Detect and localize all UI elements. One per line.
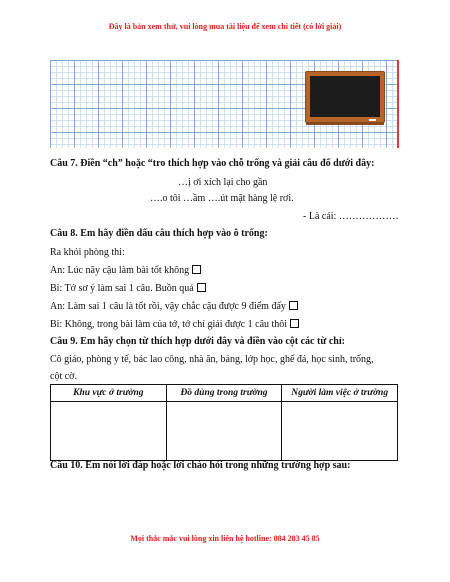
column-header-school-area: Khu vực ở trường bbox=[51, 385, 167, 402]
q8-dialogue-line: An: Làm sai 1 câu là tốt rồi, vậy chắc cậu được 9 điểm đấy bbox=[50, 300, 298, 313]
q7-title: Câu 7. Điền “ch” hoặc “tro thích hợp vào chỗ trống và giải câu đố dưới đây: bbox=[50, 158, 375, 169]
q8-intro: Ra khỏi phòng thi: bbox=[50, 247, 125, 258]
q8-dialogue-line: Bi: Tớ sơ ý làm sai 1 câu. Buồn quá bbox=[50, 282, 206, 295]
q8-dialogue-line: An: Lúc nãy cậu làm bài tốt không bbox=[50, 264, 201, 277]
q8-title: Câu 8. Em hãy điền dấu câu thích hợp vào ô trống: bbox=[50, 228, 268, 239]
blackboard-image bbox=[306, 72, 384, 122]
q9-title: Câu 9. Em hãy chọn từ thích hợp dưới đây và điền vào cột các từ chỉ: bbox=[50, 336, 345, 347]
answer-cell-school-area[interactable] bbox=[51, 402, 167, 461]
q8-dialogue-line: Bi: Không, trong bài làm của tớ, tớ chỉ giải được 1 câu thôi bbox=[50, 318, 299, 331]
column-header-school-staff: Người làm việc ở trường bbox=[282, 385, 398, 402]
q7-answer-blank: - Là cái: ……………… bbox=[303, 211, 399, 222]
punctuation-box[interactable] bbox=[290, 319, 299, 328]
punctuation-box[interactable] bbox=[197, 283, 206, 292]
q10-title: Câu 10. Em nói lời đáp hoặc lời chào hỏi trong những trường hợp sau: bbox=[50, 460, 351, 471]
q9-word-list-continued: cột cờ. bbox=[50, 371, 77, 382]
punctuation-box[interactable] bbox=[192, 265, 201, 274]
hotline-notice: Mọi thắc mắc vui lòng xin liên hệ hotline: 084 283 45 85 bbox=[130, 534, 320, 543]
q7-riddle-line-2: ….o tôi …ầm ….út mặt hàng lệ rơi. bbox=[150, 193, 294, 204]
grid-margin-line bbox=[397, 60, 399, 148]
q9-word-list: Cô giáo, phòng y tế, bác lao công, nhà ăn, bảng, lớp học, ghế đá, học sinh, trống, bbox=[50, 354, 374, 365]
preview-notice: Đây là bản xem thử, vui lòng mua tài liệu để xem chi tiết (có lời giải) bbox=[108, 22, 342, 31]
punctuation-box[interactable] bbox=[289, 301, 298, 310]
word-classification-table bbox=[50, 384, 398, 461]
column-header-school-items: Đồ dùng trong trường bbox=[166, 385, 282, 402]
answer-cell-school-items[interactable] bbox=[166, 402, 282, 461]
answer-cell-school-staff[interactable] bbox=[282, 402, 398, 461]
q7-riddle-line-1: …ị ơi xích lại cho gần bbox=[178, 177, 268, 188]
